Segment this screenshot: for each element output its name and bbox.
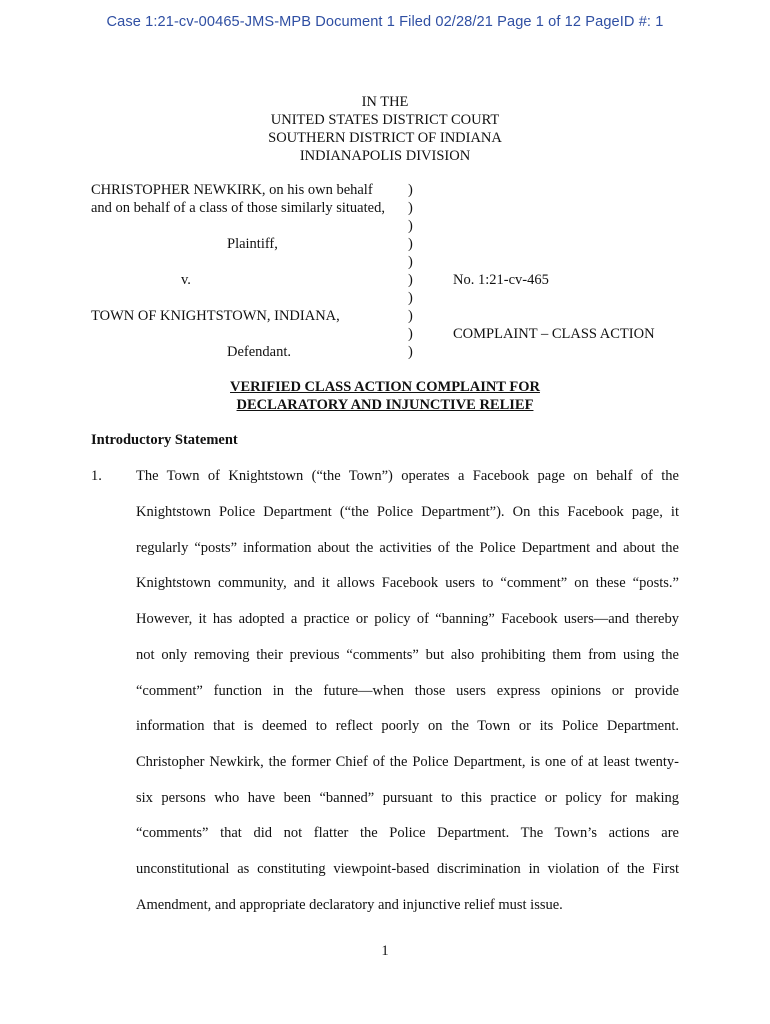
case-header-stamp: Case 1:21-cv-00465-JMS-MPB Document 1 Filed 02/28/21 Page 1 of 12 PageID #: 1 [106,14,664,30]
case-number: No. 1:21-cv-465 [453,272,549,288]
caption-divider: ) [408,218,413,234]
plaintiff-role: Plaintiff, [227,236,278,252]
paragraph-line: Knightstown Police Department (“the Police Department”). On this Facebook page, it [136,504,679,520]
paragraph-line: The Town of Knightstown (“the Town”) operates a Facebook page on behalf of the [136,468,679,484]
caption-divider: ) [408,290,413,306]
case-type: COMPLAINT – CLASS ACTION [453,326,655,342]
versus: v. [181,272,191,288]
paragraph-number: 1. [91,468,102,484]
court-heading-line: SOUTHERN DISTRICT OF INDIANA [268,130,502,146]
court-heading-line: INDIANAPOLIS DIVISION [299,148,471,164]
defendant-role: Defendant. [227,344,292,360]
paragraph-line: However, it has adopted a practice or policy of “banning” Facebook users—and thereby [136,611,679,627]
defendant-name: TOWN OF KNIGHTSTOWN, INDIANA, [91,308,340,324]
caption-divider: ) [408,200,413,216]
paragraph-line: Knightstown community, and it allows Facebook users to “comment” on these “posts.” [136,575,679,591]
caption-divider: ) [408,326,413,342]
document-title-line: VERIFIED CLASS ACTION COMPLAINT FOR [230,379,540,395]
page-number: 1 [381,943,389,959]
paragraph-line: Amendment, and appropriate declaratory and injunctive relief must issue. [136,897,563,913]
plaintiff-name: CHRISTOPHER NEWKIRK, on his own behalf [91,182,373,198]
paragraph-line: “comment” function in the future—when those users express opinions or provide [136,683,679,699]
caption-divider: ) [408,182,413,198]
paragraph-line: Christopher Newkirk, the former Chief of the Police Department, is one of at least twenty- [136,754,679,770]
paragraph-line: “comments” that did not flatter the Police Department. The Town’s actions are [136,825,679,841]
caption-divider: ) [408,344,413,360]
document-title-line: DECLARATORY AND INJUNCTIVE RELIEF [236,397,534,413]
court-heading-line: UNITED STATES DISTRICT COURT [270,112,500,128]
paragraph-line: unconstitutional as constituting viewpoint-based discrimination in violation of the First [136,861,679,877]
paragraph-line: regularly “posts” information about the activities of the Police Department and about the [136,540,679,556]
caption-divider: ) [408,254,413,270]
paragraph-line: information that is deemed to reflect poorly on the Town or its Police Department. [136,718,679,734]
court-heading-line: IN THE [361,94,409,110]
plaintiff-name-continued: and on behalf of a class of those similarly situated, [91,200,385,216]
section-heading: Introductory Statement [91,432,238,448]
caption-divider: ) [408,308,413,324]
caption-divider: ) [408,236,413,252]
caption-divider: ) [408,272,413,288]
paragraph-line: six persons who have been “banned” pursuant to this practice or policy for making [136,790,679,806]
paragraph-line: not only removing their previous “comments” but also prohibiting them from using the [136,647,679,663]
